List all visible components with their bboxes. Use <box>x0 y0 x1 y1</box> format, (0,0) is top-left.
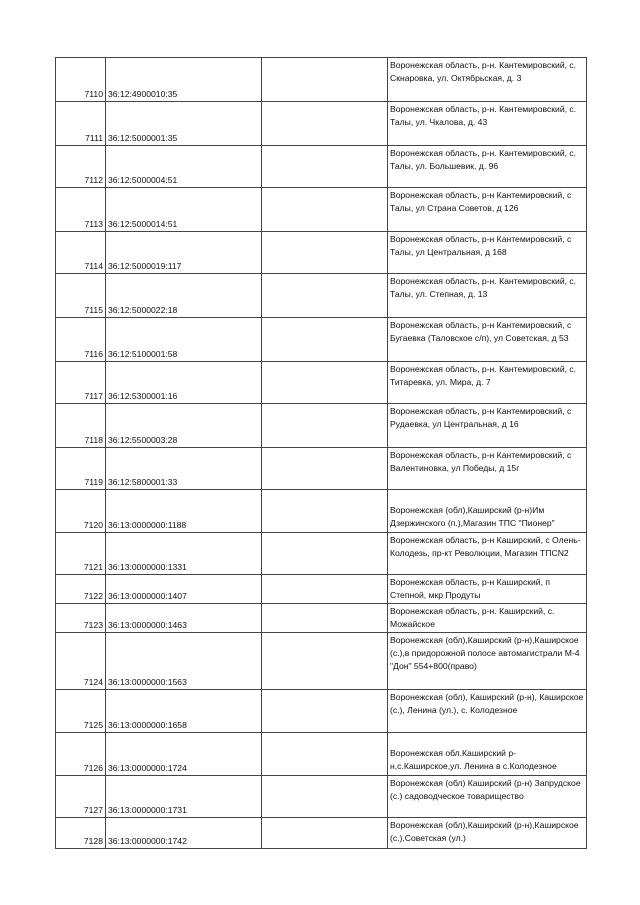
empty-cell <box>262 404 388 448</box>
row-number-cell: 7115 <box>56 274 106 318</box>
table-row <box>56 318 587 362</box>
cadastral-number-cell: 36:12:5000004:51 <box>106 146 262 188</box>
cadastral-number-cell: 36:13:0000000:1563 <box>106 633 262 690</box>
table-row <box>56 690 587 733</box>
cadastral-number-cell: 36:12:4900010:35 <box>106 58 262 102</box>
empty-cell <box>262 575 388 604</box>
address-cell: Воронежская область, р-н Каширский, с Олень-Колодезь, пр-кт Революции, Магазин ТПСN2 <box>388 533 587 575</box>
empty-cell <box>262 818 388 849</box>
address-cell: Воронежская (обл) Каширский (р-н) Запрудское (с.) садоводческое товарищество <box>388 776 587 818</box>
table-row <box>56 633 587 690</box>
empty-cell <box>262 188 388 232</box>
empty-cell <box>262 102 388 146</box>
empty-cell <box>262 533 388 575</box>
row-number-cell: 7110 <box>56 58 106 102</box>
empty-cell <box>262 232 388 274</box>
address-cell: Воронежская область, р-н. Кантемировский, с. Скнаровка, ул. Октябрьская, д. 3 <box>388 58 587 102</box>
empty-cell <box>262 448 388 490</box>
table-row <box>56 232 587 274</box>
cadastral-number-cell: 36:13:0000000:1188 <box>106 490 262 533</box>
row-number-cell: 7112 <box>56 146 106 188</box>
row-number-cell: 7122 <box>56 575 106 604</box>
empty-cell <box>262 490 388 533</box>
table-row <box>56 575 587 604</box>
cadastral-number-cell: 36:12:5000019:117 <box>106 232 262 274</box>
cadastral-number-cell: 36:12:5800001:33 <box>106 448 262 490</box>
row-number-cell: 7118 <box>56 404 106 448</box>
empty-cell <box>262 690 388 733</box>
row-number-cell: 7119 <box>56 448 106 490</box>
table-row <box>56 533 587 575</box>
cadastral-number-cell: 36:13:0000000:1724 <box>106 733 262 776</box>
row-number-cell: 7111 <box>56 102 106 146</box>
row-number-cell: 7120 <box>56 490 106 533</box>
row-number-cell: 7127 <box>56 776 106 818</box>
table-row <box>56 776 587 818</box>
cadastral-number-cell: 36:13:0000000:1331 <box>106 533 262 575</box>
row-number-cell: 7128 <box>56 818 106 849</box>
address-cell: Воронежская область, р-н. Кантемировский, с. Титаревка, ул. Мира, д. 7 <box>388 362 587 404</box>
registry-table <box>55 57 587 849</box>
cadastral-number-cell: 36:12:5500003:28 <box>106 404 262 448</box>
row-number-cell: 7126 <box>56 733 106 776</box>
row-number-cell: 7121 <box>56 533 106 575</box>
row-number-cell: 7117 <box>56 362 106 404</box>
table-row <box>56 448 587 490</box>
table-row <box>56 733 587 776</box>
cadastral-number-cell: 36:12:5000014:51 <box>106 188 262 232</box>
empty-cell <box>262 633 388 690</box>
table-row <box>56 102 587 146</box>
table-row <box>56 818 587 849</box>
row-number-cell: 7125 <box>56 690 106 733</box>
cadastral-number-cell: 36:13:0000000:1463 <box>106 604 262 633</box>
address-cell: Воронежская область, р-н Кантемировский, с Валентиновка, ул Победы, д 15г <box>388 448 587 490</box>
table-row <box>56 362 587 404</box>
row-number-cell: 7113 <box>56 188 106 232</box>
empty-cell <box>262 776 388 818</box>
cadastral-number-cell: 36:12:5100001:58 <box>106 318 262 362</box>
cadastral-number-cell: 36:13:0000000:1742 <box>106 818 262 849</box>
empty-cell <box>262 362 388 404</box>
table-row <box>56 58 587 102</box>
address-cell: Воронежская область, р-н Кантемировский, с Рудаевка, ул Центральная, д 16 <box>388 404 587 448</box>
table-row <box>56 188 587 232</box>
empty-cell <box>262 318 388 362</box>
table-row <box>56 274 587 318</box>
address-cell: Воронежская (обл), Каширский (р-н), Каширское (с.), Ленина (ул.), с. Колодезное <box>388 690 587 733</box>
address-cell: Воронежская область, р-н Кантемировский, с Талы, ул Центральная, д 168 <box>388 232 587 274</box>
address-cell: Воронежская область, р-н. Кантемировский, с. Талы, ул. Большевик, д. 96 <box>388 146 587 188</box>
empty-cell <box>262 733 388 776</box>
row-number-cell: 7123 <box>56 604 106 633</box>
address-cell: Воронежская (обл),Каширский (р-н)Им Дзержинского (п.),Магазин ТПС "Пионер" <box>388 490 587 533</box>
table-row <box>56 604 587 633</box>
address-cell: Воронежская область, р-н Кантемировский, с Талы, ул Страна Советов, д 126 <box>388 188 587 232</box>
cadastral-number-cell: 36:13:0000000:1407 <box>106 575 262 604</box>
address-cell: Воронежская область, р-н Кантемировский, с Бугаевка (Таловское с/п), ул Советская, д 53 <box>388 318 587 362</box>
cadastral-number-cell: 36:12:5300001:16 <box>106 362 262 404</box>
empty-cell <box>262 58 388 102</box>
table-row <box>56 490 587 533</box>
cadastral-number-cell: 36:13:0000000:1731 <box>106 776 262 818</box>
address-cell: Воронежская область, р-н. Кантемировский, с. Талы, ул. Чкалова, д. 43 <box>388 102 587 146</box>
address-cell: Воронежская область, р-н Каширский, п Степной, мкр Продуты <box>388 575 587 604</box>
row-number-cell: 7124 <box>56 633 106 690</box>
empty-cell <box>262 146 388 188</box>
row-number-cell: 7116 <box>56 318 106 362</box>
registry-table-body <box>56 58 587 849</box>
row-number-cell: 7114 <box>56 232 106 274</box>
cadastral-number-cell: 36:12:5000001:35 <box>106 102 262 146</box>
cadastral-number-cell: 36:13:0000000:1658 <box>106 690 262 733</box>
address-cell: Воронежская обл.Каширский р-н,с.Каширское,ул. Ленина в с.Колодезное <box>388 733 587 776</box>
empty-cell <box>262 274 388 318</box>
address-cell: Воронежская (обл),Каширский (р-н),Каширское (с.),в придорожной полосе автомагистрали М-4 "Дон" 554+800(право) <box>388 633 587 690</box>
table-row <box>56 146 587 188</box>
address-cell: Воронежская область, р-н. Каширский, с. Можайское <box>388 604 587 633</box>
table-row <box>56 404 587 448</box>
address-cell: Воронежская область, р-н. Кантемировский, с. Талы, ул. Степная, д. 13 <box>388 274 587 318</box>
cadastral-number-cell: 36:12:5000022:18 <box>106 274 262 318</box>
empty-cell <box>262 604 388 633</box>
address-cell: Воронежская (обл),Каширский (р-н),Каширское (с.),Советская (ул.) <box>388 818 587 849</box>
